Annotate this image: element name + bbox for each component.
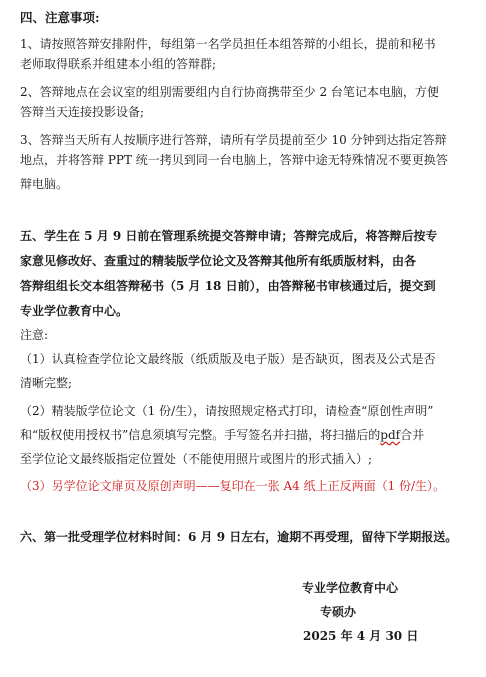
signature-office: 专硕办 — [320, 605, 357, 619]
note2-line2-text-a: 和“版权使用授权书”信息须填写完整。手写签名并扫描，将扫描后的 — [20, 428, 381, 442]
section4-item2-line1: 2、答辩地点在会议室的组别需要组内自行协商携带至少 2 台笔记本电脑，方便 — [20, 85, 439, 99]
section5-para-line2: 家意见修改好、查重过的精装版学位论文及答辩其他所有纸质版材料，由各 — [20, 254, 417, 268]
note3-line: （3）另学位论文扉页及原创声明——复印在一张 A4 纸上正反两面（1 份/生）。 — [20, 479, 446, 493]
pdf-word: pdf — [380, 428, 401, 442]
note1-line2: 清晰完整; — [20, 376, 73, 390]
section4-item3-line1: 3、答辩当天所有人按顺序进行答辩，请所有学员提前至少 10 分钟到达指定答辩 — [20, 133, 447, 147]
note2-line2 — [20, 427, 424, 443]
section4-item2-line2: 答辩当天连接投影设备; — [20, 105, 145, 119]
note1-line1: （1）认真检查学位论文最终版（纸质版及电子版）是否缺页，图表及公式是否 — [20, 352, 436, 366]
section5-para-line4: 专业学位教育中心。 — [20, 304, 129, 318]
section4-item3-line2: 地点，并将答辩 PPT 统一拷贝到同一台电脑上，答辩中途无特殊情况不要更换答 — [20, 153, 448, 167]
section5-para-line3: 答辩组组长交本组答辩秘书（5 月 18 日前），由答辩秘书审核通过后，提交到 — [20, 279, 436, 293]
section4-item3-line3: 辩电脑。 — [20, 177, 69, 191]
section4-item1-line1: 1、请按照答辩安排附件，每组第一名学员担任本组答辩的小组长，提前和秘书 — [20, 37, 436, 51]
section6-para: 六、第一批受理学位材料时间：6 月 9 日左右，逾期不再受理，留待下学期报送。 — [20, 530, 458, 544]
signature-org: 专业学位教育中心 — [302, 581, 399, 595]
note2-line1: （2）精装版学位论文（1 份/生），请按照规定格式打印，请检查“原创性声明” — [20, 404, 434, 418]
signature-date: 2025 年 4 月 30 日 — [303, 629, 419, 643]
section4-item1-line2: 老师取得联系并组建本小组的答辩群; — [20, 57, 217, 71]
note-label: 注意: — [20, 328, 49, 342]
note2-line2-text-b: 合并 — [400, 428, 425, 442]
section4-heading: 四、注意事项: — [20, 10, 100, 25]
note2-line3: 至学位论文最终版指定位置处（不能使用照片或图片的形式插入）; — [20, 452, 373, 466]
section5-para-line1: 五、学生在 5 月 9 日前在管理系统提交答辩申请；答辩完成后，将答辩后按专 — [20, 229, 438, 243]
